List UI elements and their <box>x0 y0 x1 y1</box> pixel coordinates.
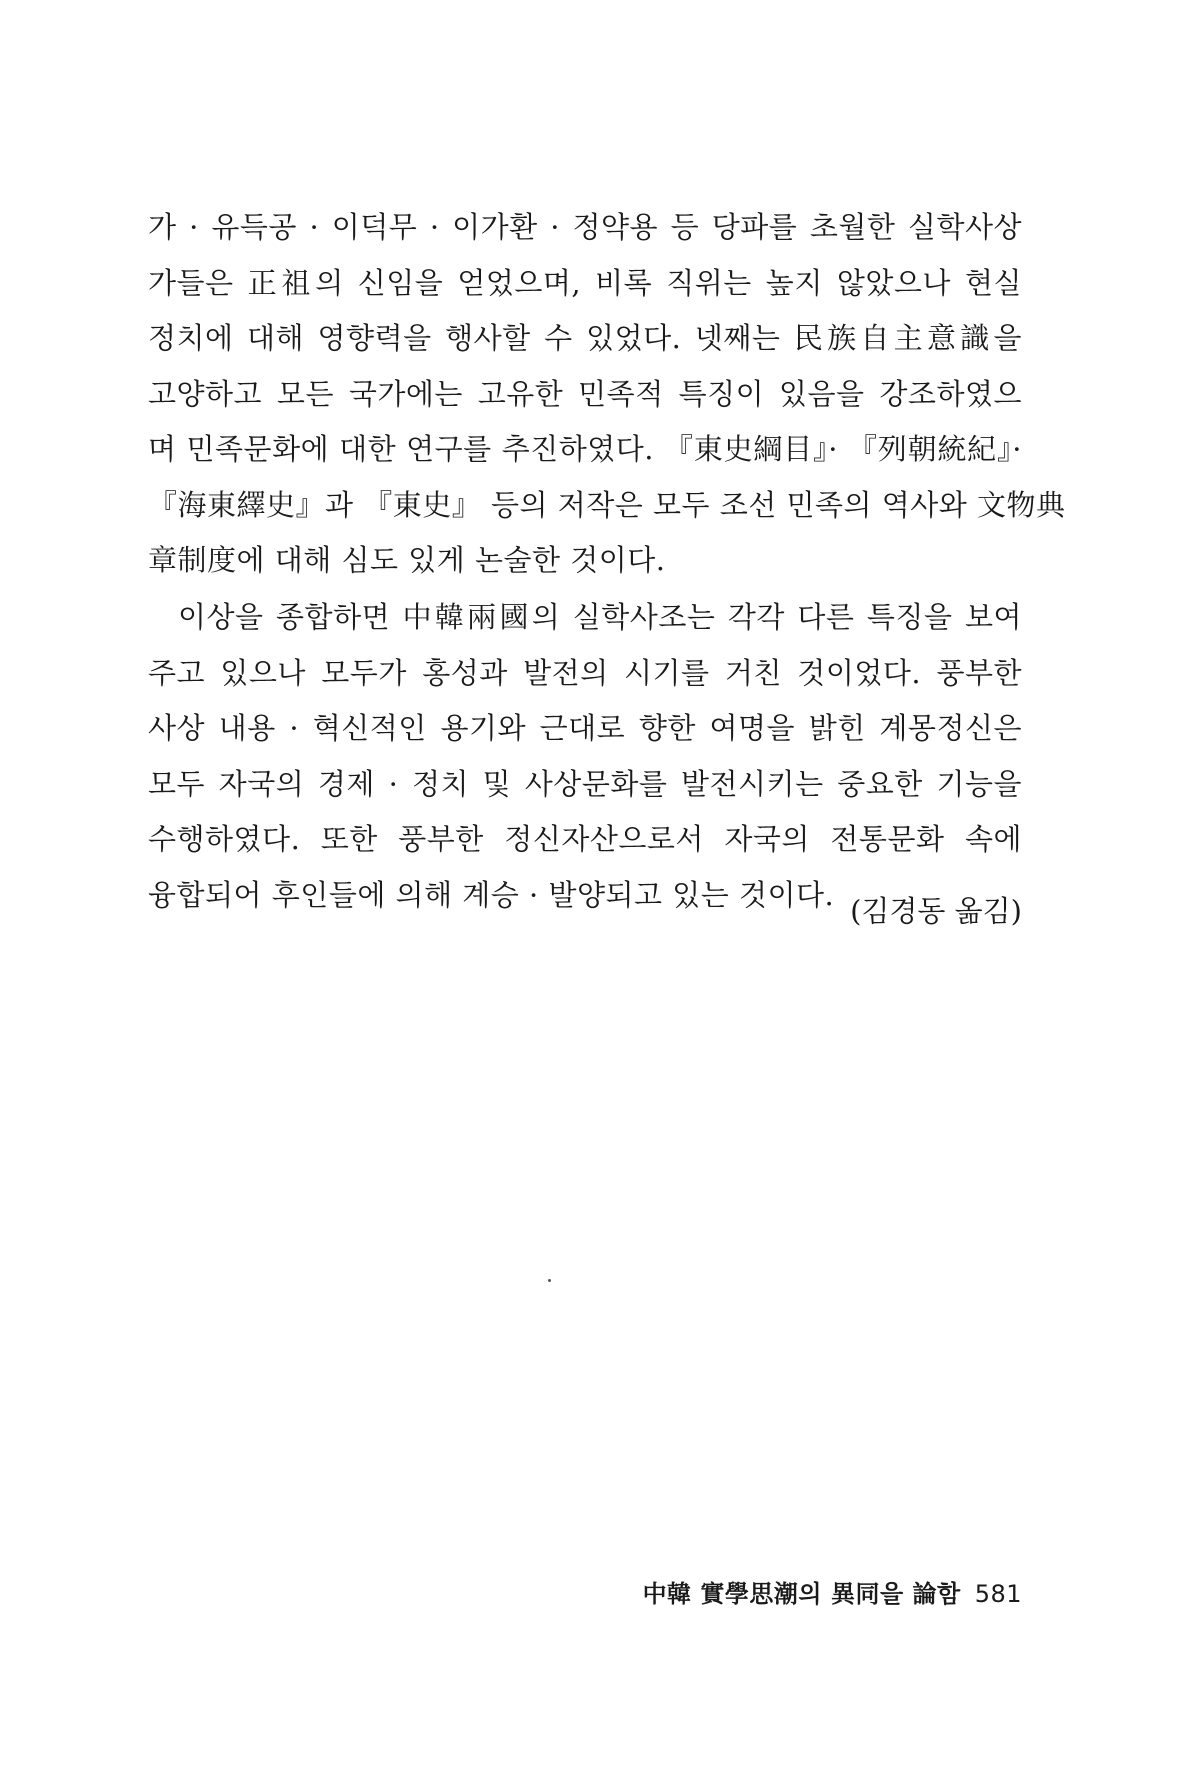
paragraph-1 <box>148 200 1066 589</box>
ink-speck <box>548 1279 551 1282</box>
page-number: 581 <box>974 1580 1022 1608</box>
paragraph-line: 가 · 유득공 · 이덕무 · 이가환 · 정약용 등 당파를 초월한 실학사상 <box>148 210 1022 244</box>
paragraph-2 <box>148 590 1022 923</box>
paragraph-line: 章制度에 대해 심도 있게 논술한 것이다. <box>148 543 666 577</box>
paragraph-line: 가들은 正祖의 신임을 얻었으며, 비록 직위는 높지 않았으나 현실 <box>148 265 1022 300</box>
translator-note: (김경동 옮김) <box>850 894 1022 928</box>
paragraph-line: 수행하였다. 또한 풍부한 정신자산으로서 자국의 전통문화 속에 <box>148 822 1022 856</box>
paragraph-line: 며 민족문화에 대한 연구를 추진하였다. 『東史綱目』· 『列朝統紀』· <box>148 432 1022 466</box>
paragraph-line: 『海東繹史』과 『東史』 등의 저작은 모두 조선 민족의 역사와 文物典 <box>148 487 1066 522</box>
paragraph-line: 융합되어 후인들에 의해 계승 · 발양되고 있는 것이다. <box>148 877 835 912</box>
paragraph-line: 주고 있으나 모두가 홍성과 발전의 시기를 거친 것이었다. 풍부한 <box>148 655 1022 690</box>
paragraph-line: 사상 내용 · 혁신적인 용기와 근대로 향한 여명을 밝힌 계몽정신은 <box>148 711 1022 745</box>
paragraph-line: 고양하고 모든 국가에는 고유한 민족적 특징이 있음을 강조하였으 <box>148 376 1022 411</box>
paragraph-line: 이상을 종합하면 中韓兩國의 실학사조는 각각 다른 특징을 보여 <box>178 600 1022 634</box>
page-footer <box>643 1574 1022 1609</box>
running-title: 中韓 實學思潮의 異同을 論함 <box>642 1579 961 1608</box>
paragraph-line: 정치에 대해 영향력을 행사할 수 있었다. 넷째는 民族自主意識을 <box>148 321 1022 355</box>
paragraph-line: 모두 자국의 경제 · 정치 및 사상문화를 발전시키는 중요한 기능을 <box>148 766 1022 801</box>
